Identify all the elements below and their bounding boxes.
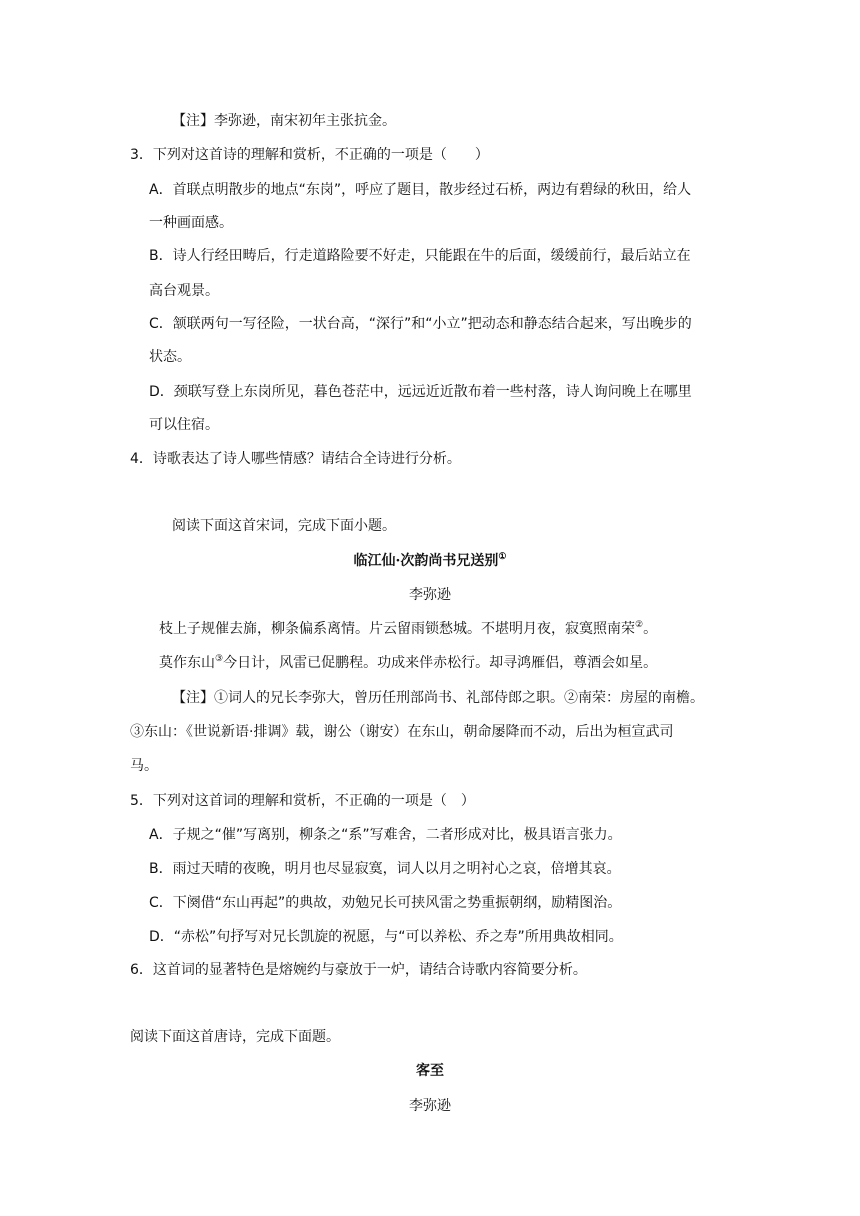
poem-line-2-pre: 莫作东山 — [159, 655, 215, 671]
poem-3-author: 李弥逊 — [409, 1098, 451, 1114]
footnote-marker-2: ② — [635, 620, 644, 630]
poem-line-2 — [159, 653, 657, 673]
question-3-option-d: D．颈联写登上东岗所见，暮色苍茫中，远远近近散布着一些村落，诗人询问晚上在哪里 — [149, 384, 692, 400]
question-5-stem: 5．下列对这首词的理解和赏析，不正确的一项是（ ） — [130, 793, 475, 809]
question-5-option-a: A．子规之“催”写离别，柳条之“系”写难舍，二者形成对比，极具语言张力。 — [149, 827, 622, 843]
question-5-option-b: B．雨过天晴的夜晚，明月也尽显寂寞，词人以月之明衬心之哀，倍增其哀。 — [149, 861, 621, 877]
footnote-marker-1: ① — [498, 552, 507, 562]
poem-author: 李弥逊 — [409, 587, 451, 603]
poem-line-1 — [159, 619, 657, 639]
poem-line-2-post: 今日计，风雷已促鹏程。功成来伴赤松行。却寻鸿雁侣，尊酒会如星。 — [223, 655, 658, 671]
question-3-option-c: C．颔联两句一写径险，一状台高，“深行”和“小立”把动态和静态结合起来，写出晚步的 — [149, 316, 692, 332]
question-3-option-a: A．首联点明散步的地点“东岗”，呼应了题目，散步经过石桥，两边有碧绿的秋田，给人 — [149, 182, 692, 198]
section-2-intro: 阅读下面这首宋词，完成下面小题。 — [172, 518, 396, 534]
question-6: 6．这首词的显著特色是熔婉约与豪放于一炉，请结合诗歌内容简要分析。 — [130, 962, 587, 978]
question-4: 4．诗歌表达了诗人哪些情感？请结合全诗进行分析。 — [130, 451, 461, 467]
ci-note-line-2: ③东山：《世说新语·排调》载，谢公（谢安）在东山，朝命屡降而不动，后出为桓宣武司 — [130, 724, 674, 740]
question-3-option-d-cont: 可以住宿。 — [149, 417, 219, 433]
footnote-marker-3: ③ — [215, 654, 224, 664]
poem-note: 【注】李弥逊，南宋初年主张抗金。 — [172, 113, 396, 129]
ci-note-line-1: 【注】①词人的兄长李弥大，曾历任刑部尚书、礼部侍郎之职。②南荣：房屋的南檐。 — [172, 690, 704, 706]
poem-line-1-end: 。 — [643, 621, 658, 637]
poem-title-text: 临江仙·次韵尚书兄送别 — [353, 553, 499, 569]
question-3-stem: 3．下列对这首诗的理解和赏析，不正确的一项是（ ） — [130, 147, 489, 163]
ci-note-line-3: 马。 — [130, 758, 158, 774]
question-3-option-b: B．诗人行经田畴后，行走道路险要不好走，只能跟在牛的后面，缓缓前行，最后站立在 — [149, 248, 691, 264]
question-3-option-a-cont: 一种画面感。 — [149, 215, 233, 231]
poem-3-title: 客至 — [416, 1063, 444, 1079]
section-3-intro: 阅读下面这首唐诗，完成下面题。 — [130, 1029, 340, 1045]
poem-line-1-text: 枝上子规催去旆，柳条偏系离情。片云留雨锁愁城。不堪明月夜，寂寞照南荣 — [159, 621, 635, 637]
poem-title — [0, 551, 860, 571]
question-5-option-c: C．下阕借“东山再起”的典故，劝勉兄长可挟风雷之势重振朝纲，励精图治。 — [149, 895, 622, 911]
question-3-option-c-cont: 状态。 — [149, 349, 191, 365]
question-3-option-b-cont: 高台观景。 — [149, 283, 219, 299]
question-5-option-d: D．“赤松”句抒写对兄长凯旋的祝愿，与“可以养松、乔之寿”所用典故相同。 — [149, 929, 623, 945]
